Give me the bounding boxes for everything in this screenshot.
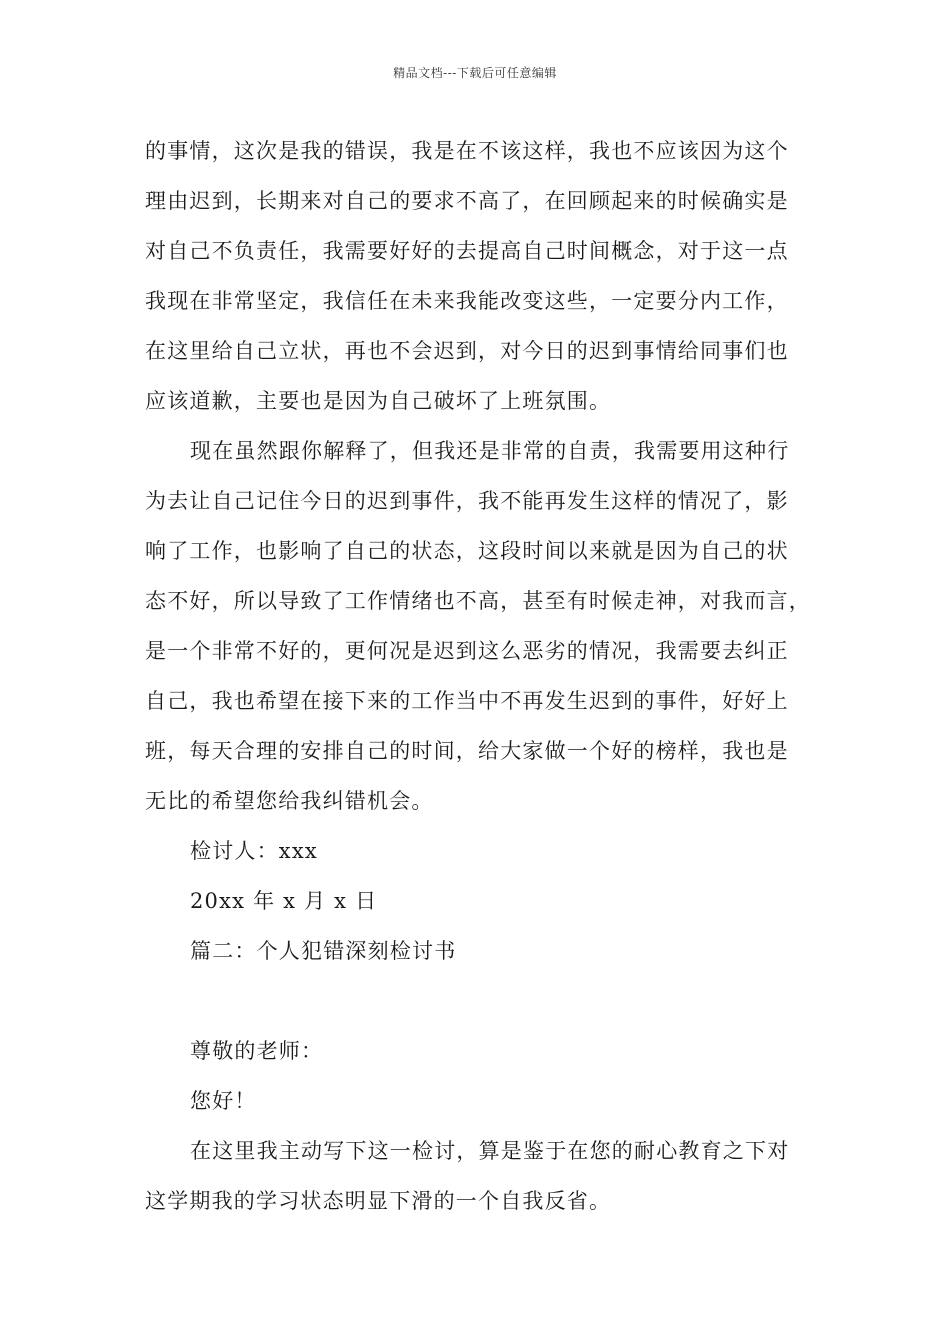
text-line: 班，每天合理的安排自己的时间，给大家做一个好的榜样，我也是 xyxy=(145,739,789,763)
text-line: 理由迟到，长期来对自己的要求不高了，在回顾起来的时候确实是 xyxy=(145,189,789,213)
date-line: 20xx 年 x 月 x 日 xyxy=(190,889,378,913)
section-title: 篇二：个人犯错深刻检讨书 xyxy=(190,939,457,963)
text-line: 无比的希望您给我纠错机会。 xyxy=(145,789,434,813)
text-line: 现在虽然跟你解释了，但我还是非常的自责，我需要用这种行 xyxy=(190,439,790,463)
page-header: 精品文档---下载后可任意编辑 xyxy=(393,66,557,80)
text-line: 在这里给自己立状，再也不会迟到，对今日的迟到事情给同事们也 xyxy=(145,339,789,363)
greeting: 您好！ xyxy=(190,1089,257,1113)
signature-line: 检讨人：xxx xyxy=(190,839,318,863)
text-line: 我现在非常坚定，我信任在未来我能改变这些，一定要分内工作， xyxy=(145,289,789,313)
text-line: 响了工作，也影响了自己的状态，这段时间以来就是因为自己的状 xyxy=(145,539,789,563)
text-line: 在这里我主动写下这一检讨，算是鉴于在您的耐心教育之下对 xyxy=(190,1139,790,1163)
text-line: 这学期我的学习状态明显下滑的一个自我反省。 xyxy=(145,1189,612,1213)
text-line: 为去让自己记住今日的迟到事件，我不能再发生这样的情况了，影 xyxy=(145,489,789,513)
text-line: 应该道歉，主要也是因为自己破坏了上班氛围。 xyxy=(145,389,612,413)
text-line: 态不好，所以导致了工作情绪也不高，甚至有时候走神，对我而言， xyxy=(145,589,811,613)
text-line: 的事情，这次是我的错误，我是在不该这样，我也不应该因为这个 xyxy=(145,139,789,163)
salutation: 尊敬的老师： xyxy=(190,1039,324,1063)
text-line: 对自己不负责任，我需要好好的去提高自己时间概念，对于这一点 xyxy=(145,239,789,263)
text-line: 自己，我也希望在接下来的工作当中不再发生迟到的事件，好好上 xyxy=(145,689,789,713)
text-line: 是一个非常不好的，更何况是迟到这么恶劣的情况，我需要去纠正 xyxy=(145,639,789,663)
